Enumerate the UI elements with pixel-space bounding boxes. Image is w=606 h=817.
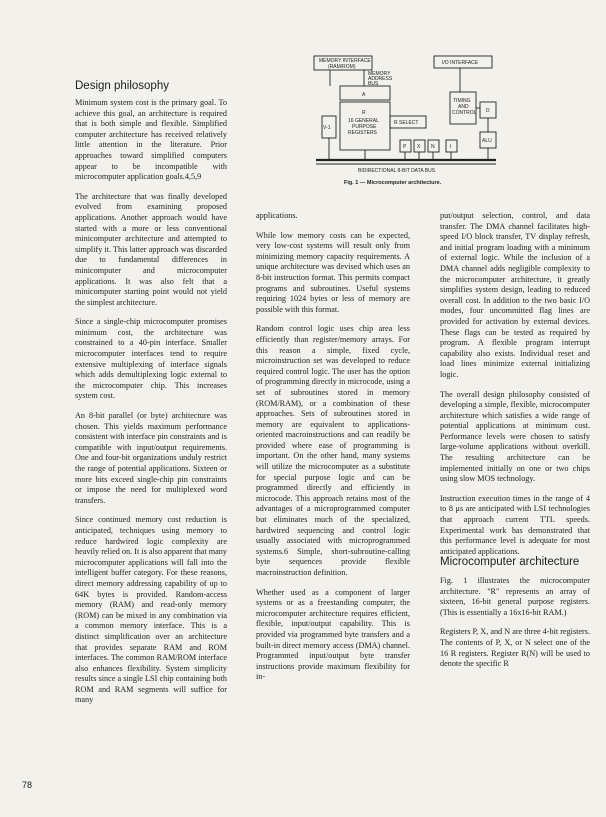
memory-address-bus-label: ADDRESS [368,76,393,82]
paragraph: applications. [256,211,298,220]
register-r-label: PURPOSE [352,124,377,130]
paragraph: Instruction execution times in the range of 4 to 8 μs are anticipated with LSI technologies that approach current TTL speeds. Experimental work has demonstrated that this performance level is adequate for most anticipated applications. [440,493,590,556]
register-r-label: 16 GENERAL [348,118,379,124]
paragraph: The overall design philosophy consisted of developing a simple, flexible, microcomputer architecture which satisfies a wide range of potential applications at minimum cost. Performance levels were chosen to satisfy large-volume applications without overkill. The resulting architecture can be implemented initially on one or two chips using slow MOS technology. [440,389,590,484]
timing-label: AND [458,104,469,110]
paragraph: Fig. 1 illustrates the microcomputer architecture. "R" represents an array of sixteen, 16-bit general purpose registers. (This is essentially a 16x16-bit RAM.) [440,576,590,617]
alu-label: ALU [482,138,492,144]
io-interface-label: I/O INTERFACE [442,60,479,66]
paragraph: Since continued memory cost reduction is anticipated, techniques using memory to reduce hardwired logic complexity are heavily relied on. It is also apparent that many microcomputer applications will fall into the intelligent buffer category. For these reasons, direct memory addressing capability of up to 64K bytes is provided. Random-access memory (RAM) and read-only memory (ROM) can be mixed in any combination via a common memory interface. This is a distinct simplification over an architecture that provides separate RAM and ROM interfaces. The common RAM/ROM interface also enhances flexibility. System simplicity results since a single LSI chip containing both ROM and RAM segments will suffice for many [75,515,227,705]
paragraph: An 8-bit parallel (or byte) architecture was chosen. This yields maximum performance consistent with interface pin constraints and is compatible with input/output requirements. One and four-bit organizations unduly restrict the range of potential applications. Sixteen or more bits exceed single-chip pin constraints or impose the need for multiplexed word transfers. [75,411,227,505]
register-i-label: I [450,144,452,150]
register-a-label: A [362,92,366,98]
vi-label: V-1 [323,125,331,131]
paragraph: While low memory costs can be expected, very low-cost systems will result only from minimizing memory capacity requirements. A unique architecture was devised which uses an 8-bit instruction format. This permits compact programs and subroutines. Useful systems requiring 1024 bytes or less of memory are possible with this format. [256,230,410,314]
paragraph: Registers P, X, and N are three 4-bit registers. The contents of P, X, or N select one of the 16 R registers. Register R(N) will be used to denote the specific R [440,627,590,669]
page-number: 78 [22,780,33,790]
register-p-label: P [403,144,407,150]
paragraph: Random control logic uses chip area less efficiently than register/memory arrays. For this reason a simple, fixed cycle, microinstruction set was developed to reduce required control logic. The user has the option of programming directly in microcode, using a set of subroutines stored in memory (ROM/RAM), or a combination of these approaches. Sets of subroutines stored in memory are equivalent to applications-oriented macroinstructions and can readily be provided where ease of programming is important. On the other hand, many systems will utilize the microcomputer as a substitute for special purpose logic and can be programmed directly and efficiently in microcode. This approach retains most of the advantages of a microprogrammed computer but eliminates much of the specialized, hardwired sequencing and control logic usually associated with microprogrammed systems.6 Simple, short-subroutine-calling byte sequences provide flexible macroinstruction definition. [256,324,410,577]
column-2 [256,211,410,692]
register-d-label: D [486,108,490,114]
r-select-label: R SELECT [394,120,419,126]
data-bus-label: BIDIRECTIONAL 8-BIT DATA BUS [358,168,436,174]
register-n-label: N [431,144,435,150]
paragraph: put/output selection, control, and data transfer. The DMA channel facilitates high-speed I/O block transfer, TV display refresh, and initial program loading with a minimum of external logic. While the inclusion of a DMA channel adds negligible complexity to the microcomputer architecture, it greatly simplifies system design, leading to reduced overall cost. In addition to the two basic I/O modes, four uncommitted flag lines are provided for activation by external devices. These flags can be tested as required by program. A flexible program interrupt capability also exists. Individual reset and load lines minimize external initializing logic. [440,211,590,379]
register-x-label: X [417,144,421,150]
column-3-continued [440,576,590,679]
ram-rom-label: (RAM/ROM) [328,64,356,70]
column-3 [440,211,590,566]
architecture-diagram [310,52,500,174]
paragraph: Since a single-chip microcomputer promises minimum cost, the architecture was constrained to a 40-pin interface. Smaller microcomputer interfaces tend to require extensive multiplexing of interface signals which adds demultiplexing logic external to the microcomputer chip. This increases system cost. [75,317,227,401]
register-i-box [446,140,457,152]
figure-caption: Fig. 1 — Microcomputer architecture. [344,180,442,186]
register-r-label: R [362,110,366,116]
paragraph: Whether used as a component of larger systems or as a freestanding computer, the microcomputer architecture requires efficient, flexible, input/output capability. This is provided via programmed byte transfers and a built-in direct memory access (DMA) channel. Programmed input/output byte transfer instructions provide maximum flexibility for in- [256,587,410,682]
paragraph: Minimum system cost is the primary goal. To achieve this goal, an architecture is required that is both simple and flexible. Simplified computer architecture has received relatively little attention in the literature. Prior approaches toward simplified computers appear to be incompatible with microcomputer application goals.4,5,9 [75,98,227,182]
timing-label: CONTROL [452,110,477,116]
memory-address-bus-label: MEMORY [368,71,391,77]
paragraph: The architecture that was finally developed evolved from examining proposed applications. Another approach would have started with a more or less conventional minicomputer architecture and attempted to simplify it. This latter approach was discarded due to fundamental differences in minicomputer and microcomputer applications. It was also felt that a minicomputer starting point would not yield the simplest architecture. [75,191,227,307]
section-heading-design-philosophy: Design philosophy [75,80,169,92]
section-heading-microcomputer-architecture: Microcomputer architecture [440,556,580,568]
column-1 [75,98,227,715]
memory-address-bus-label: BUS [368,81,379,87]
memory-interface-label: MEMORY INTERFACE [319,58,371,64]
timing-label: TIMING [453,98,471,104]
register-r-label: REGISTERS [348,130,377,136]
